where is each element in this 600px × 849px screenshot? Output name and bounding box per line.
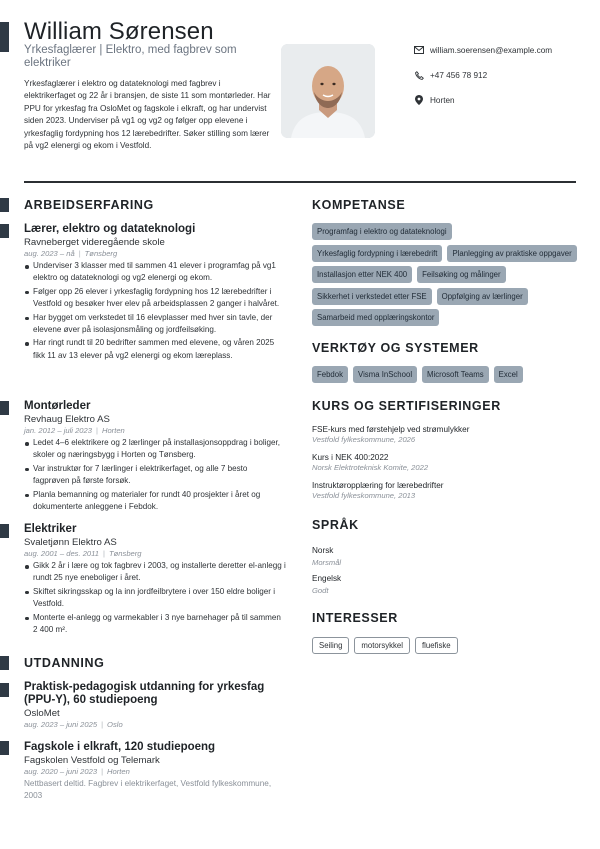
profile-summary: Yrkesfaglærer i elektro og datateknologi med fagbrev i elektrikerfaget og 22 år i bransjen, de siste 11 som montørleder. Har PPU for yrkesfag fra OsloMet og fagskole i elkraft, og har undervist siden 2023. Underviser på vg1 og vg2 og følger opp elevene i yrkesfaglig fordypning hos 12 lærebedrifter. Søker stilling som lærer på vg2 elenergi og ekom i Vestfold. [24, 79, 271, 151]
list-item: Monterte el-anlegg og varmekabler i 3 nye barnehager på til sammen 2 400 m². [24, 612, 286, 637]
list-item: Var instruktør for 7 lærlinger i elektrikerfaget, og alle 7 besto fagprøven på første forsøk. [24, 463, 286, 488]
job-employer: Ravneberget videregående skole [24, 237, 165, 248]
job-bullets [24, 560, 286, 636]
tool-tag: Excel [494, 366, 523, 383]
job-entry [24, 523, 286, 637]
education-school: Fagskolen Vestfold og Telemark [24, 755, 160, 766]
education-dates: aug. 2020 – juni 2023 [24, 767, 98, 776]
job-meta: aug. 2001 – des. 2011 | Tønsberg [24, 549, 142, 558]
list-item: Følger opp 26 elever i yrkesfaglig fordypning hos 12 lærebedrifter i Vestfold og besøker hver elev på arbeidsplassen 2 ganger i halvåret. [24, 286, 286, 311]
contact-location [414, 95, 455, 105]
job-place: Tønsberg [84, 249, 118, 258]
skill-tag: Installasjon etter NEK 400 [312, 266, 412, 283]
language-name: Norsk [312, 546, 334, 555]
interest-tag: Seiling [312, 637, 349, 654]
section-title-interests: INTERESSER [312, 611, 398, 625]
course-item [312, 424, 572, 445]
header-marker [0, 22, 9, 52]
education-title: Praktisk-pedagogisk utdanning for yrkesfag (PPU-Y), 60 studiepoeng [24, 681, 265, 706]
course-title: FSE-kurs med førstehjelp ved strømulykker [312, 425, 470, 434]
job-dates: jan. 2012 – juli 2023 [24, 426, 92, 435]
course-issuer: Vestfold fylkeskommune, 2026 [312, 435, 416, 444]
contact-phone[interactable] [414, 70, 487, 80]
job-subtitle: Yrkesfaglærer | Elektro, med fagbrev som elektriker [24, 44, 237, 69]
skill-tag: Feilsøking og målinger [417, 266, 505, 283]
list-item: Ledet 4–6 elektrikere og 2 lærlinger på installasjonsoppdrag i boliger, skoler og næringsbygg i Horten og Tønsberg. [24, 437, 286, 462]
list-item: Underviser 3 klasser med til sammen 41 elever i programfag på vg1 elektro og datateknologi og vg2 elenergi og ekom. [24, 260, 286, 285]
job-marker-2 [0, 401, 9, 415]
language-item [312, 545, 341, 568]
tool-tag: Microsoft Teams [422, 366, 489, 383]
education-entry [24, 681, 286, 730]
course-title: Instruktøropplæring for lærebedrifter [312, 481, 444, 490]
job-employer: Revhaug Elektro AS [24, 414, 110, 425]
education-description: Nettbasert deltid. Fagbrev i elektrikerfaget, Vestfold fylkeskommune, 2003 [24, 779, 272, 800]
list-item: Planla bemanning og materialer for rundt 40 prosjekter i året og dokumenterte anleggene i Febdok. [24, 489, 286, 514]
tool-tag: Febdok [312, 366, 348, 383]
education-meta: aug. 2020 – juni 2023 | Horten [24, 767, 130, 776]
section-title-experience: ARBEIDSERFARING [24, 198, 154, 212]
job-title: Lærer, elektro og datateknologi [24, 223, 196, 235]
job-entry [24, 223, 286, 363]
job-marker-3 [0, 524, 9, 538]
interests-tags [312, 637, 582, 659]
language-level: Godt [312, 586, 329, 595]
edu-marker-1 [0, 683, 9, 697]
interest-tag: fluefiske [415, 637, 458, 654]
phone-text: +47 456 78 912 [430, 70, 488, 80]
map-pin-icon [414, 95, 424, 105]
job-entry [24, 400, 286, 514]
edu-marker-2 [0, 741, 9, 755]
education-place: Oslo [107, 720, 123, 729]
phone-icon [414, 70, 424, 80]
section-title-tools: VERKTØY OG SYSTEMER [312, 341, 479, 355]
job-marker-1 [0, 224, 9, 238]
section-title-education: UTDANNING [24, 656, 105, 670]
language-name: Engelsk [312, 574, 342, 583]
person-name: William Sørensen [24, 18, 214, 45]
interest-tag: motorsykkel [354, 637, 410, 654]
job-bullets [24, 437, 286, 513]
skill-tag: Programfag i elektro og datateknologi [312, 223, 452, 240]
language-item [312, 573, 341, 596]
skill-tag: Planlegging av praktiske oppgaver [447, 245, 576, 262]
job-dates: aug. 2023 – nå [24, 249, 75, 258]
header-divider [24, 181, 576, 183]
list-item: Skiftet sikringsskap og la inn jordfeilbrytere i over 150 eldre boliger i Vestfold. [24, 586, 286, 611]
language-level: Morsmål [312, 558, 342, 567]
skill-tag: Samarbeid med opplæringskontor [312, 309, 439, 326]
list-item: Har bygget om verkstedet til 16 elevplasser med hver sin tavle, der elevene øver på isolasjonsmåling og jordfeilsøking. [24, 312, 286, 337]
course-issuer: Vestfold fylkeskommune, 2013 [312, 491, 416, 500]
skill-tag: Oppfølging av lærlinger [437, 288, 528, 305]
course-issuer: Norsk Elektroteknisk Komite, 2022 [312, 463, 429, 472]
job-bullets [24, 260, 286, 362]
section-title-languages: SPRÅK [312, 518, 359, 532]
job-employer: Svaletjønn Elektro AS [24, 537, 117, 548]
section-title-courses: KURS OG SERTIFISERINGER [312, 399, 501, 413]
contact-email[interactable] [414, 45, 552, 55]
profile-photo [281, 44, 375, 138]
job-dates: aug. 2001 – des. 2011 [24, 549, 100, 558]
education-dates: aug. 2023 – juni 2025 [24, 720, 98, 729]
education-place: Horten [107, 767, 130, 776]
skill-tag: Sikkerhet i verkstedet etter FSE [312, 288, 432, 305]
envelope-icon [414, 45, 424, 55]
education-meta: aug. 2023 – juni 2025 | Oslo [24, 720, 123, 729]
education-title: Fagskole i elkraft, 120 studiepoeng [24, 741, 216, 753]
education-entry [24, 741, 286, 801]
skills-tags [312, 223, 582, 331]
location-text: Horten [430, 95, 455, 105]
job-title: Elektriker [24, 523, 77, 535]
job-place: Horten [101, 426, 125, 435]
course-title: Kurs i NEK 400:2022 [312, 453, 389, 462]
education-school: OsloMet [24, 708, 60, 719]
list-item: Har ringt rundt til 20 bedrifter sammen med elevene, og våren 2025 fikk 11 av 13 elever på vg2 elenergi og ekom læreplass. [24, 337, 286, 362]
section-marker-education [0, 656, 9, 670]
tools-tags [312, 366, 582, 388]
email-text: william.soerensen@example.com [430, 45, 553, 55]
job-title: Montørleder [24, 400, 91, 412]
course-item [312, 452, 572, 473]
tool-tag: Visma InSchool [353, 366, 417, 383]
job-meta: jan. 2012 – juli 2023 | Horten [24, 426, 125, 435]
skill-tag: Yrkesfaglig fordypning i lærebedrift [312, 245, 442, 262]
list-item: Gikk 2 år i lære og tok fagbrev i 2003, og installerte deretter el-anlegg i rundt 25 nye eneboliger i året. [24, 560, 286, 585]
job-meta: aug. 2023 – nå | Tønsberg [24, 249, 118, 258]
section-title-skills: KOMPETANSE [312, 198, 406, 212]
course-item [312, 480, 572, 501]
section-marker-experience [0, 198, 9, 212]
job-place: Tønsberg [109, 549, 142, 558]
